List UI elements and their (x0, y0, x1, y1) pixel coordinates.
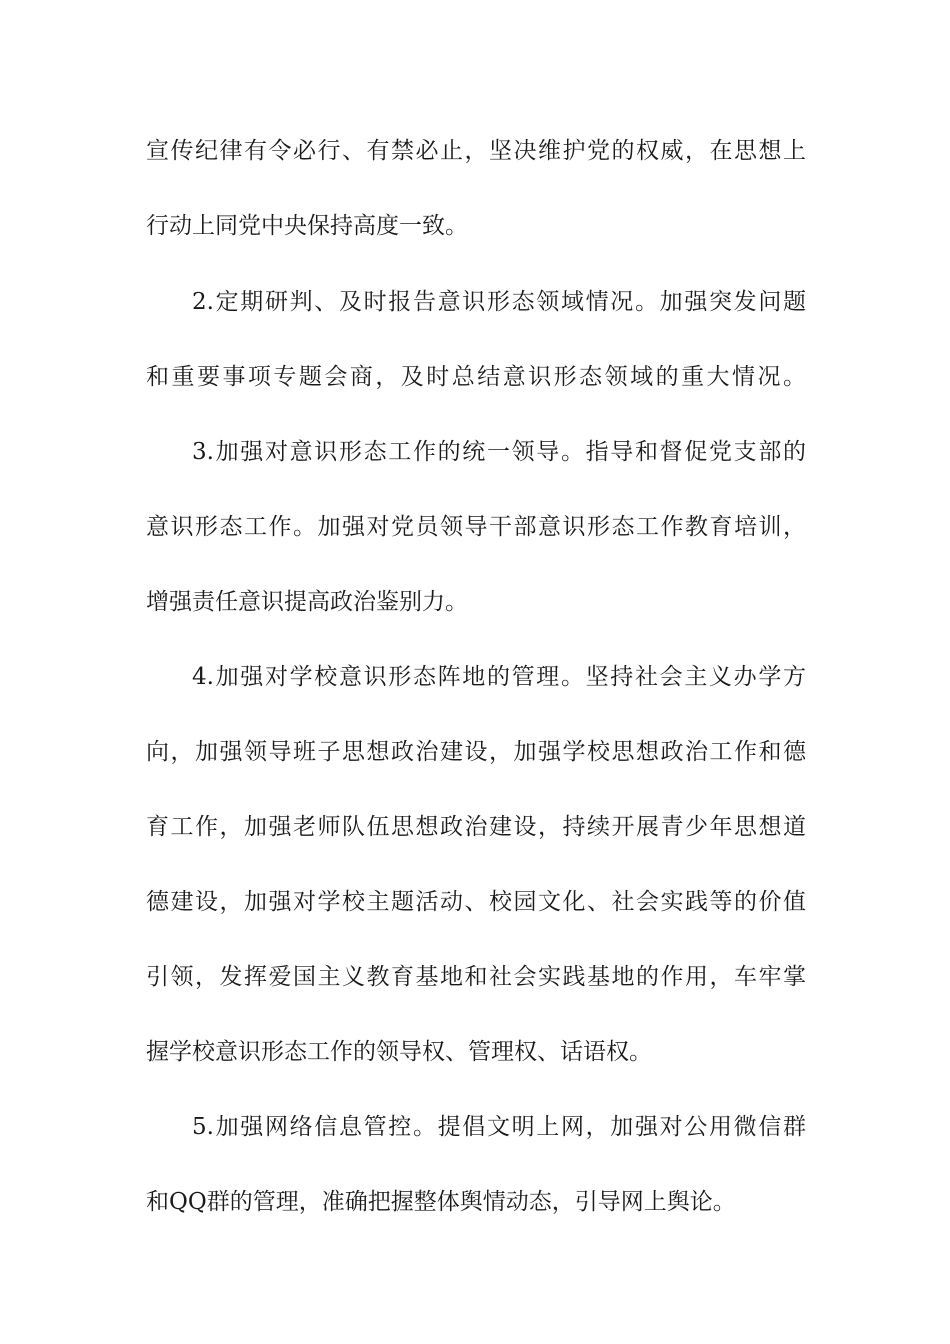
text-line: 和重要事项专题会商，及时总结意识形态领域的重大情况。 (146, 364, 806, 390)
text-line: 德建设，加强对学校主题活动、校园文化、社会实践等的价值 (146, 889, 806, 915)
text-line: 宣传纪律有令必行、有禁必止，坚决维护党的权威，在思想上 (146, 138, 806, 164)
text-line: 握学校意识形态工作的领导权、管理权、话语权。 (146, 1039, 652, 1065)
paragraph-2-start: 2.定期研判、及时报告意识形态领域情况。加强突发问题 (192, 289, 806, 315)
text-line: 和QQ群的管理，准确把握整体舆情动态，引导网上舆论。 (146, 1189, 736, 1215)
text-line: 向，加强领导班子思想政治建设，加强学校思想政治工作和德 (146, 739, 806, 765)
text-line: 意识形态工作。加强对党员领导干部意识形态工作教育培训， (146, 514, 806, 540)
paragraph-4-start: 4.加强对学校意识形态阵地的管理。坚持社会主义办学方 (192, 664, 806, 690)
text-line: 行动上同党中央保持高度一致。 (146, 213, 468, 239)
text-line: 引领，发挥爱国主义教育基地和社会实践基地的作用，车牢掌 (146, 964, 806, 990)
paragraph-3-start: 3.加强对意识形态工作的统一领导。指导和督促党支部的 (192, 439, 806, 465)
text-line: 育工作，加强老师队伍思想政治建设，持续开展青少年思想道 (146, 814, 806, 840)
paragraph-5-start: 5.加强网络信息管控。提倡文明上网，加强对公用微信群 (192, 1114, 806, 1140)
text-line: 增强责任意识提高政治鉴别力。 (146, 589, 468, 615)
